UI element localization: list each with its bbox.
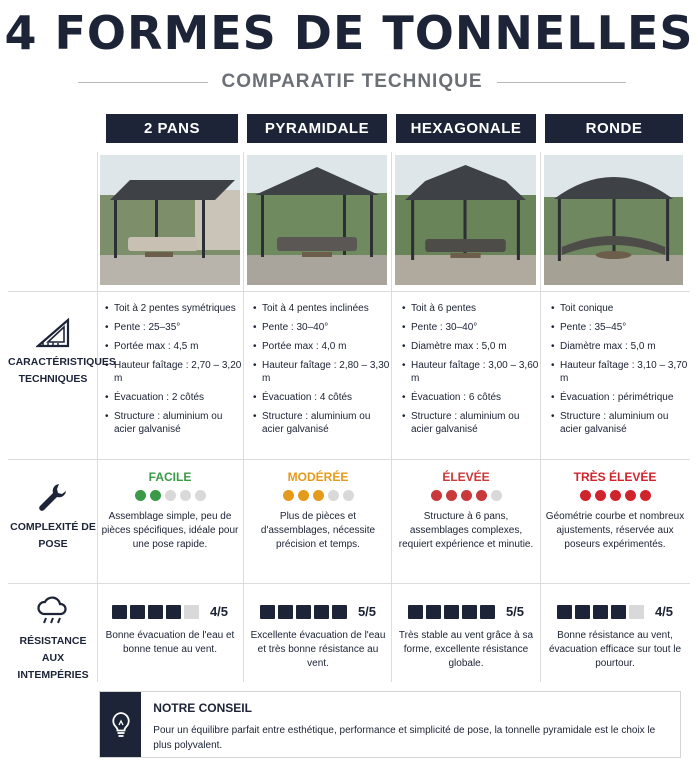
- column-header-2-pans: 2 PANS: [106, 114, 238, 143]
- resistance-pyramidale: [248, 604, 388, 671]
- complexity-dot-empty: [180, 490, 191, 501]
- complexity-dot-filled: [595, 490, 606, 501]
- resistance-bar-filled: [332, 605, 347, 619]
- advice-content: [141, 692, 680, 757]
- resistance-hexagonale: [396, 604, 536, 671]
- divider-left: [78, 82, 208, 83]
- spec-item: • Évacuation : 6 côtés: [402, 391, 542, 404]
- gazebo-hexagonale-image: [395, 155, 536, 285]
- row-label-resistance-text: RÉSISTANCE AUX INTEMPÉRIES: [17, 635, 89, 681]
- row-label-specs-text: CARACTÉRISTIQUES TECHNIQUES: [8, 356, 116, 385]
- complexity-dot-filled: [431, 490, 442, 501]
- resistance-bar-filled: [296, 605, 311, 619]
- complexity-ronde: [545, 470, 685, 552]
- resistance-bar-filled: [314, 605, 329, 619]
- column-header-pyramidale: PYRAMIDALE: [247, 114, 387, 143]
- complexity-dots: [248, 490, 388, 501]
- resistance-bar-filled: [260, 605, 275, 619]
- resistance-bar-filled: [444, 605, 459, 619]
- grid-divider: [8, 291, 690, 292]
- spec-item: • Hauteur faîtage : 2,70 – 3,20 m: [105, 359, 245, 385]
- divider-right: [497, 82, 627, 83]
- advice-icon-box: [100, 692, 141, 757]
- specs-list-2-pans: [105, 302, 245, 442]
- advice-box: [99, 691, 681, 758]
- spec-item: • Hauteur faîtage : 3,00 – 3,60 m: [402, 359, 542, 385]
- complexity-dot-filled: [283, 490, 294, 501]
- row-label-specs: [8, 318, 116, 388]
- gazebo-ronde-image: [544, 155, 683, 285]
- spec-item: • Diamètre max : 5,0 m: [402, 340, 542, 353]
- complexity-description: Assemblage simple, peu de pièces spécifiques, idéale pour une pose rapide.: [101, 511, 239, 550]
- lightbulb-icon: [108, 710, 134, 740]
- complexity-dot-filled: [150, 490, 161, 501]
- resistance-description: Excellente évacuation de l'eau et très bonne résistance au vent.: [250, 630, 386, 669]
- rain-cloud-icon: [35, 595, 71, 627]
- resistance-bar-filled: [148, 605, 163, 619]
- advice-body: Pour un équilibre parfait entre esthétique, performance et simplicité de pose, la tonnelle pyramidale est le choix le plus polyvalent.: [153, 725, 656, 751]
- resistance-bar-filled: [166, 605, 181, 619]
- resistance-score: 5/5: [505, 604, 525, 619]
- complexity-dot-filled: [625, 490, 636, 501]
- resistance-bar-filled: [593, 605, 608, 619]
- spec-item: • Structure : aluminium ou acier galvanisé: [402, 410, 542, 436]
- resistance-bar-filled: [611, 605, 626, 619]
- complexity-level: MODÉRÉE: [287, 470, 349, 484]
- spec-item: • Pente : 30–40°: [253, 321, 393, 334]
- resistance-description: Bonne évacuation de l'eau et bonne tenue au vent.: [105, 630, 235, 655]
- complexity-dot-filled: [135, 490, 146, 501]
- complexity-pyramidale: [248, 470, 388, 552]
- complexity-description: Plus de pièces et d'assemblages, nécessite précision et temps.: [260, 511, 376, 550]
- spec-item: • Portée max : 4,0 m: [253, 340, 393, 353]
- resistance-bar-filled: [408, 605, 423, 619]
- resistance-bar-filled: [575, 605, 590, 619]
- complexity-dot-empty: [328, 490, 339, 501]
- complexity-dot-empty: [343, 490, 354, 501]
- resistance-bar-filled: [278, 605, 293, 619]
- resistance-bars: [396, 604, 536, 619]
- resistance-score: 5/5: [357, 604, 377, 619]
- specs-list-ronde: [551, 302, 691, 442]
- resistance-bar-empty: [629, 605, 644, 619]
- spec-item: • Toit à 6 pentes: [402, 302, 542, 315]
- complexity-dot-filled: [476, 490, 487, 501]
- resistance-bar-filled: [130, 605, 145, 619]
- spec-item: • Structure : aluminium ou acier galvanisé: [105, 410, 245, 436]
- spec-item: • Toit conique: [551, 302, 691, 315]
- complexity-dot-filled: [313, 490, 324, 501]
- resistance-bars: [248, 604, 388, 619]
- spec-item: • Pente : 25–35°: [105, 321, 245, 334]
- complexity-dots: [100, 490, 240, 501]
- complexity-description: Géométrie courbe et nombreux ajustements, réservée aux poseurs expérimentés.: [545, 511, 685, 550]
- complexity-hexagonale: [396, 470, 536, 552]
- advice-title: NOTRE CONSEIL: [153, 701, 252, 715]
- page-title: 4 FORMES DE TONNELLES: [4, 6, 694, 60]
- resistance-score: 4/5: [209, 604, 229, 619]
- spec-item: • Diamètre max : 5,0 m: [551, 340, 691, 353]
- spec-item: • Toit à 2 pentes symétriques: [105, 302, 245, 315]
- resistance-ronde: [545, 604, 685, 671]
- resistance-bar-filled: [480, 605, 495, 619]
- resistance-bars: [100, 604, 240, 619]
- spec-item: • Pente : 35–45°: [551, 321, 691, 334]
- specs-list-hexagonale: [402, 302, 542, 442]
- specs-list-pyramidale: [253, 302, 393, 442]
- complexity-dot-filled: [580, 490, 591, 501]
- column-header-hexagonale: HEXAGONALE: [396, 114, 536, 143]
- complexity-dot-empty: [195, 490, 206, 501]
- complexity-dot-filled: [640, 490, 651, 501]
- resistance-bar-filled: [462, 605, 477, 619]
- spec-item: • Portée max : 4,5 m: [105, 340, 245, 353]
- gazebo-2-pans-image: [100, 155, 240, 285]
- complexity-dot-filled: [446, 490, 457, 501]
- column-header-ronde: RONDE: [545, 114, 683, 143]
- complexity-dot-empty: [491, 490, 502, 501]
- row-label-complexity-text: COMPLEXITÉ DE POSE: [10, 521, 96, 550]
- spec-item: • Pente : 30–40°: [402, 321, 542, 334]
- complexity-dots: [545, 490, 685, 501]
- spec-item: • Évacuation : 4 côtés: [253, 391, 393, 404]
- resistance-bar-filled: [557, 605, 572, 619]
- grid-divider: [8, 459, 690, 460]
- complexity-2-pans: [100, 470, 240, 552]
- gazebo-pyramidale-image: [247, 155, 387, 285]
- resistance-2-pans: [100, 604, 240, 657]
- complexity-dot-filled: [298, 490, 309, 501]
- resistance-description: Très stable au vent grâce à sa forme, excellente résistance globale.: [398, 630, 534, 669]
- complexity-dot-filled: [610, 490, 621, 501]
- grid-divider: [8, 583, 690, 584]
- complexity-dot-filled: [461, 490, 472, 501]
- complexity-level: TRÈS ÉLEVÉE: [573, 470, 657, 484]
- spec-item: • Hauteur faîtage : 3,10 – 3,70 m: [551, 359, 691, 385]
- complexity-level: ÉLEVÉE: [442, 470, 490, 484]
- resistance-description: Bonne résistance au vent, évacuation efficace sur tout le pourtour.: [548, 630, 682, 669]
- resistance-bar-empty: [184, 605, 199, 619]
- complexity-level: FACILE: [148, 470, 192, 484]
- complexity-description: Structure à 6 pans, assemblages complexes, requiert expérience et minutie.: [398, 511, 534, 550]
- resistance-score: 4/5: [654, 604, 674, 619]
- row-label-complexity: [8, 481, 98, 553]
- resistance-bars: [545, 604, 685, 619]
- wrench-icon: [37, 481, 69, 513]
- complexity-dot-empty: [165, 490, 176, 501]
- subtitle-row: [78, 68, 626, 96]
- resistance-bar-filled: [112, 605, 127, 619]
- ruler-triangle-icon: [36, 318, 70, 348]
- spec-item: • Évacuation : 2 côtés: [105, 391, 245, 404]
- resistance-bar-filled: [426, 605, 441, 619]
- row-label-resistance: [8, 595, 98, 684]
- spec-item: • Toit à 4 pentes inclinées: [253, 302, 393, 315]
- spec-item: • Structure : aluminium ou acier galvanisé: [551, 410, 691, 436]
- spec-item: • Structure : aluminium ou acier galvanisé: [253, 410, 393, 436]
- spec-item: • Hauteur faîtage : 2,80 – 3,30 m: [253, 359, 393, 385]
- page-subtitle: COMPARATIF TECHNIQUE: [221, 71, 483, 92]
- spec-item: • Évacuation : périmétrique: [551, 391, 691, 404]
- complexity-dots: [396, 490, 536, 501]
